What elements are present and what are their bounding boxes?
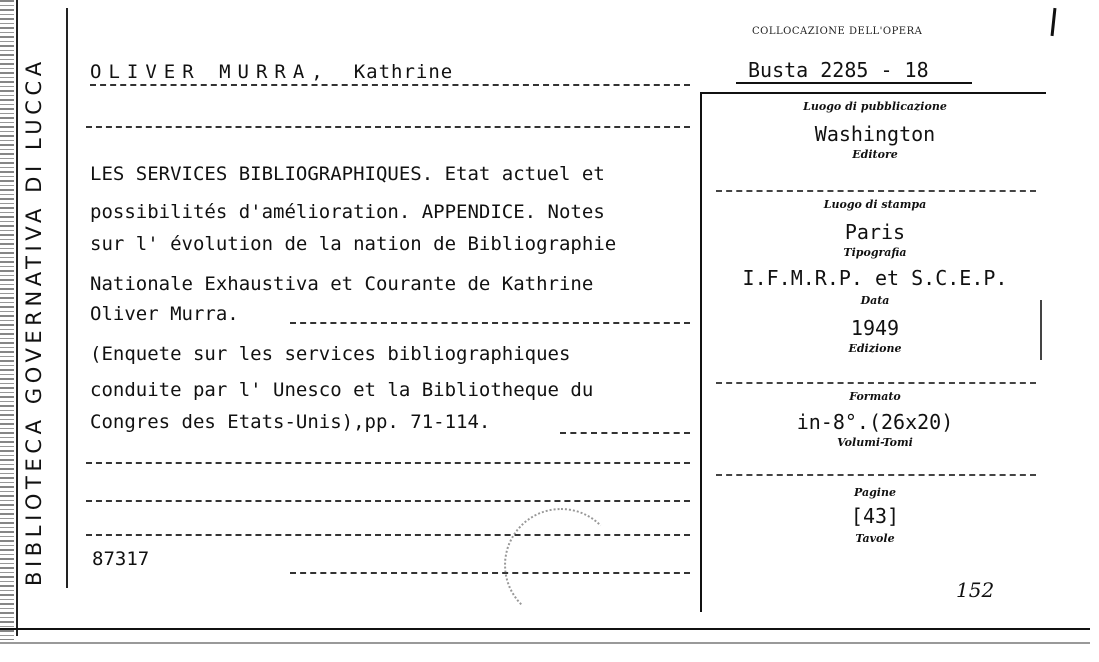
library-name: BIBLIOTECA GOVERNATIVA DI LUCCA bbox=[22, 57, 46, 586]
field-rule bbox=[716, 382, 1036, 384]
luogo-pubblicazione-value: Washington bbox=[814, 122, 936, 146]
accession-number: 87317 bbox=[92, 548, 150, 570]
writing-line bbox=[290, 322, 690, 324]
panel-right-rule bbox=[1040, 300, 1042, 360]
bottom-rule bbox=[0, 642, 1090, 644]
page-reference: 152 bbox=[956, 578, 995, 602]
faint-stamp bbox=[504, 508, 618, 622]
writing-line bbox=[90, 84, 690, 86]
collocation-label: COLLOCAZIONE DELL'OPERA bbox=[752, 26, 923, 37]
busta-number: Busta 2285 - 18 bbox=[748, 58, 929, 82]
publication-details-panel bbox=[700, 92, 1046, 612]
tipografia-value: I.F.M.R.P. et S.C.E.P. bbox=[742, 266, 1008, 290]
body-line: conduite par l' Unesco et la Bibliotheque du bbox=[90, 379, 594, 401]
body-line: Nationale Exhaustiva et Courante de Kathrine bbox=[90, 273, 594, 295]
formato-label: Formato bbox=[849, 390, 901, 403]
card-left-edge bbox=[0, 0, 14, 640]
writing-line bbox=[86, 126, 690, 128]
writing-line bbox=[560, 432, 690, 434]
bottom-rule bbox=[0, 628, 1090, 630]
body-line: (Enquete sur les services bibliographiques bbox=[90, 343, 571, 365]
margin-rule bbox=[66, 8, 68, 588]
pagine-value: [43] bbox=[850, 504, 900, 528]
field-rule bbox=[716, 474, 1036, 476]
author-surname: OLIVER MURRA, bbox=[90, 61, 330, 83]
volumi-tomi-label: Volumi-Tomi bbox=[837, 436, 913, 449]
editore-label: Editore bbox=[852, 148, 898, 161]
field-rule bbox=[716, 190, 1036, 192]
writing-line bbox=[86, 462, 690, 464]
edizione-label: Edizione bbox=[848, 342, 902, 355]
author-given-name: Kathrine bbox=[353, 61, 454, 83]
luogo-pubblicazione-label: Luogo di pubblicazione bbox=[803, 100, 947, 113]
author-line bbox=[90, 60, 453, 84]
body-line: sur l' évolution de la nation de Bibliographie bbox=[90, 233, 617, 255]
body-line: LES SERVICES BIBLIOGRAPHIQUES. Etat actuel et bbox=[90, 163, 605, 185]
formato-value: in-8°.(26x20) bbox=[796, 410, 954, 434]
body-line: possibilités d'amélioration. APPENDICE. Notes bbox=[90, 201, 605, 223]
edge-mark bbox=[1051, 8, 1057, 36]
writing-line bbox=[290, 572, 690, 574]
data-value: 1949 bbox=[850, 316, 900, 340]
body-line: Oliver Murra. bbox=[90, 303, 239, 325]
pagine-label: Pagine bbox=[854, 486, 896, 499]
luogo-stampa-label: Luogo di stampa bbox=[823, 198, 927, 211]
body-line: Congres des Etats-Unis),pp. 71-114. bbox=[90, 411, 491, 433]
tavole-label: Tavole bbox=[855, 532, 895, 545]
busta-rule bbox=[736, 82, 972, 84]
writing-line bbox=[86, 500, 690, 502]
data-label: Data bbox=[860, 294, 890, 307]
luogo-stampa-value: Paris bbox=[844, 220, 906, 244]
margin-rule bbox=[16, 0, 18, 636]
tipografia-label: Tipografia bbox=[843, 246, 907, 259]
